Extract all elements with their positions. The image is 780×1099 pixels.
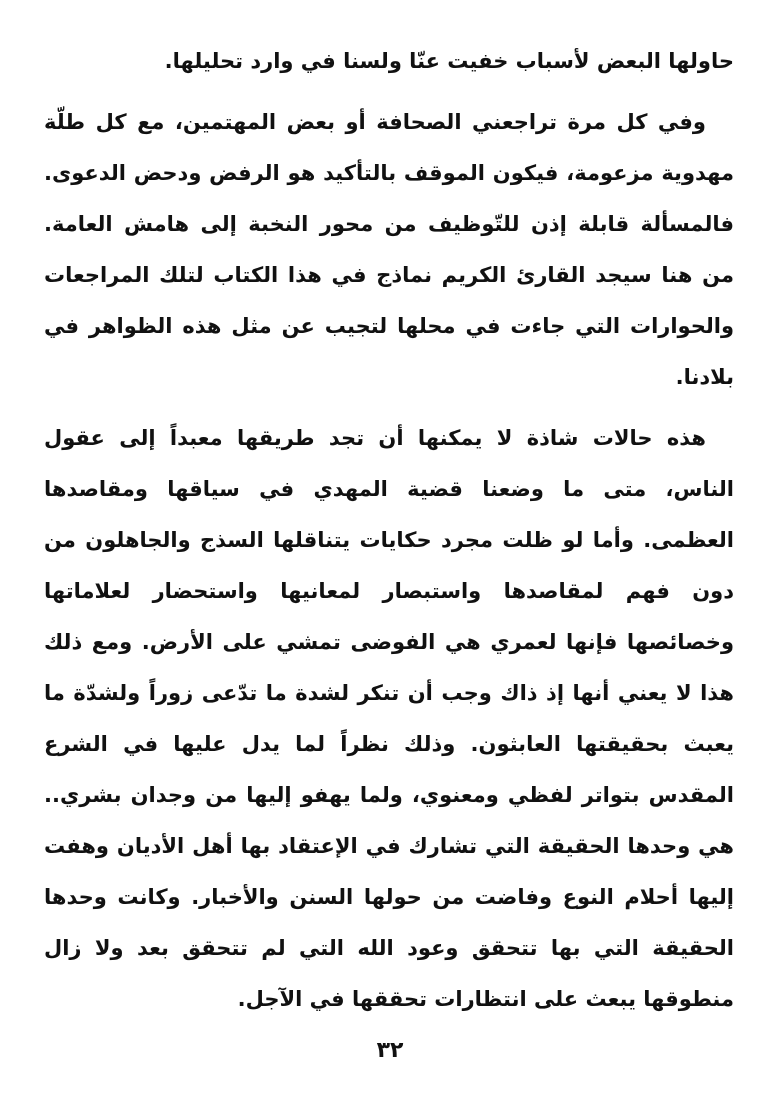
paragraph-2-text: وفي كل مرة تراجعني الصحافة أو بعض المهتمين، مع كل طلّة مهدوية مزعومة، فيكون الموقف بالتأكيد هو الرفض ودحض الدعوى. فالمسألة قابلة إذن للتّوظيف من محور النخبة إلى هامش العامة. من هنا سيجد القارئ الكريم نماذج في هذا الكتاب لتلك المراجعات والحوارات التي جاءت في محلها لتجيب عن مثل هذه الظواهر في بلادنا.	[44, 110, 734, 389]
paragraph-1: حاولها البعض لأسباب خفيت عنّا ولسنا في وارد تحليلها.	[164, 49, 734, 73]
page-number: ٣٢	[376, 1038, 404, 1063]
paragraph-3-text: هذه حالات شاذة لا يمكنها أن تجد طريقها معبداً إلى عقول الناس، متى ما وضعنا قضية المهدي في سياقها ومقاصدها العظمى. وأما لو ظلت مجرد حكايات يتناقلها السذج والجاهلون من دون فهم لمقاصدها واستبصار لمعانيها واستحضار لعلاماتها وخصائصها فإنها لعمري هي الفوضى تمشي على الأرض. ومع ذلك هذا لا يعني أنها إذ ذاك وجب أن تنكر لشدة ما تدّعى زوراً ولشدّة ما يعبث بحقيقتها العابثون. وذلك نظراً لما يدل عليها في الشرع المقدس بتواتر لفظي ومعنوي، ولما يهفو إليها من وجدان بشري.. هي وحدها الحقيقة التي تشارك في الإعتقاد بها أهل الأديان وهفت إليها أحلام النوع وفاضت من حولها السنن والأخبار. وكانت وحدها الحقيقة التي بها تتحقق وعود الله التي لم تتحقق بعد ولا زال منطوقها يبعث على انتظارات تحققها في الآجل.	[44, 426, 734, 1011]
paragraph-3	[44, 413, 734, 1025]
paragraph-2	[44, 97, 734, 403]
page-body	[44, 36, 734, 1025]
